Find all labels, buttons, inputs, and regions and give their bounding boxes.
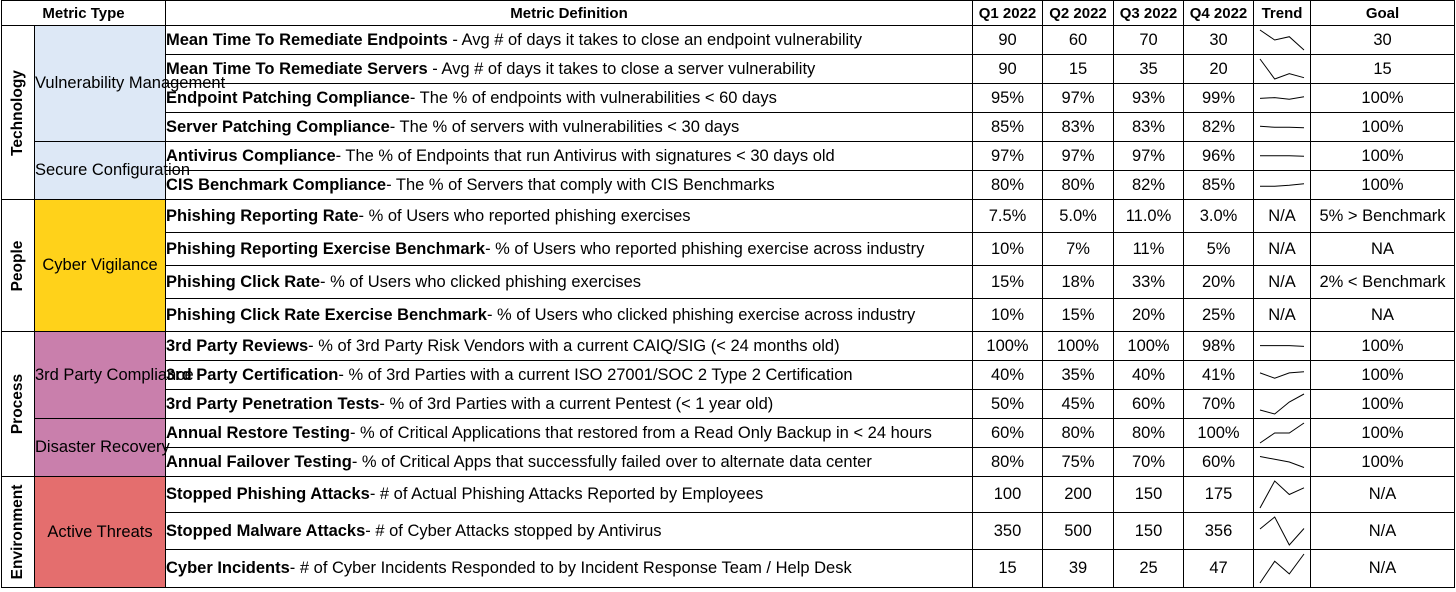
goal-value: 100%: [1311, 171, 1455, 200]
trend-sparkline: [1254, 477, 1311, 513]
q1-value: 60%: [973, 419, 1043, 448]
metric-name: Phishing Click Rate Exercise Benchmark: [166, 305, 487, 324]
metric-desc: - The % of servers with vulnerabilities < 30 days: [389, 117, 740, 136]
trend-svg: [1254, 361, 1310, 389]
q4-value: 20%: [1184, 266, 1254, 299]
trend-svg: [1254, 113, 1310, 141]
metric-desc: - % of Users who clicked phishing exercise across industry: [486, 305, 916, 324]
header-trend: Trend: [1254, 1, 1311, 26]
trend-na: N/A: [1254, 233, 1311, 266]
q4-value: 41%: [1184, 361, 1254, 390]
q3-value: 70: [1114, 26, 1184, 55]
category-environment: [2, 477, 35, 588]
header-metric-type: Metric Type: [2, 1, 166, 26]
q2-value: 60: [1043, 26, 1114, 55]
metric-name: Antivirus Compliance: [166, 146, 336, 165]
q4-value: 98%: [1184, 332, 1254, 361]
metric-name: Server Patching Compliance: [166, 117, 390, 136]
q3-value: 25: [1114, 550, 1184, 588]
metric-desc: - % of 3rd Party Risk Vendors with a current CAIQ/SIG (< 24 months old): [308, 336, 840, 355]
metric-definition: [166, 390, 973, 419]
trend-svg: [1254, 550, 1310, 587]
trend-line: [1260, 97, 1304, 100]
metric-desc: - Avg # of days it takes to close an endpoint vulnerability: [447, 30, 863, 49]
header-q4: Q4 2022: [1184, 1, 1254, 26]
header-goal: Goal: [1311, 1, 1455, 26]
q4-value: 356: [1184, 513, 1254, 550]
q3-value: 11.0%: [1114, 200, 1184, 233]
subcategory-third-party-compliance: 3rd Party Compliance: [35, 332, 166, 419]
metric-definition: [166, 419, 973, 448]
trend-sparkline: [1254, 550, 1311, 588]
trend-line: [1260, 372, 1304, 378]
q4-value: 70%: [1184, 390, 1254, 419]
metric-name: Annual Failover Testing: [166, 452, 352, 471]
table-row: [2, 550, 1455, 588]
trend-sparkline: [1254, 361, 1311, 390]
q4-value: 85%: [1184, 171, 1254, 200]
q1-value: 100%: [973, 332, 1043, 361]
goal-value: 100%: [1311, 142, 1455, 171]
q2-value: 100%: [1043, 332, 1114, 361]
goal-value: N/A: [1311, 550, 1455, 588]
trend-sparkline: [1254, 390, 1311, 419]
metric-desc: - % of 3rd Parties with a current ISO 27001/SOC 2 Type 2 Certification: [338, 365, 853, 384]
goal-value: 100%: [1311, 332, 1455, 361]
category-people: [2, 200, 35, 332]
q1-value: 10%: [973, 299, 1043, 332]
goal-value: 100%: [1311, 419, 1455, 448]
q1-value: 80%: [973, 448, 1043, 477]
header-q2: Q2 2022: [1043, 1, 1114, 26]
trend-svg: [1254, 84, 1310, 112]
goal-value: N/A: [1311, 513, 1455, 550]
trend-svg: [1254, 171, 1310, 199]
subcategory-secure-configuration: Secure Configuration: [35, 142, 166, 200]
metric-definition: [166, 171, 973, 200]
trend-svg: [1254, 477, 1310, 512]
q2-value: 39: [1043, 550, 1114, 588]
goal-value: 100%: [1311, 361, 1455, 390]
trend-line: [1260, 346, 1304, 347]
goal-value: 100%: [1311, 113, 1455, 142]
trend-sparkline: [1254, 55, 1311, 84]
goal-value: 100%: [1311, 84, 1455, 113]
q3-value: 150: [1114, 513, 1184, 550]
category-technology: [2, 26, 35, 200]
q3-value: 33%: [1114, 266, 1184, 299]
q4-value: 20: [1184, 55, 1254, 84]
q3-value: 83%: [1114, 113, 1184, 142]
metric-definition: [166, 361, 973, 390]
q4-value: 100%: [1184, 419, 1254, 448]
subcategory-cyber-vigilance: Cyber Vigilance: [35, 200, 166, 332]
metric-desc: - % of Critical Apps that successfully failed over to alternate data center: [351, 452, 872, 471]
trend-line: [1260, 517, 1304, 545]
table-row: [2, 361, 1455, 390]
metrics-table: [1, 0, 1455, 588]
q4-value: 99%: [1184, 84, 1254, 113]
q2-value: 80%: [1043, 419, 1114, 448]
q1-value: 90: [973, 55, 1043, 84]
table-row: [2, 113, 1455, 142]
trend-na: N/A: [1254, 266, 1311, 299]
metric-name: Endpoint Patching Compliance: [166, 88, 410, 107]
q2-value: 80%: [1043, 171, 1114, 200]
trend-sparkline: [1254, 142, 1311, 171]
q1-value: 15: [973, 550, 1043, 588]
subcategory-vulnerability: Vulnerability Management: [35, 26, 166, 142]
table-row: [2, 513, 1455, 550]
metric-desc: - % of Critical Applications that restored from a Read Only Backup in < 24 hours: [349, 423, 932, 442]
q2-value: 97%: [1043, 84, 1114, 113]
category-label: People: [9, 240, 26, 291]
table-row: [2, 84, 1455, 113]
q3-value: 80%: [1114, 419, 1184, 448]
goal-value: NA: [1311, 233, 1455, 266]
metric-definition: [166, 550, 973, 588]
q4-value: 5%: [1184, 233, 1254, 266]
trend-line: [1260, 184, 1304, 187]
table-row: [2, 477, 1455, 513]
trend-line: [1260, 126, 1304, 128]
metric-name: Mean Time To Remediate Endpoints: [166, 30, 448, 49]
goal-value: NA: [1311, 299, 1455, 332]
metric-desc: - The % of endpoints with vulnerabilities < 60 days: [409, 88, 777, 107]
q4-value: 82%: [1184, 113, 1254, 142]
trend-line: [1260, 554, 1304, 583]
q4-value: 30: [1184, 26, 1254, 55]
q2-value: 7%: [1043, 233, 1114, 266]
q2-value: 15: [1043, 55, 1114, 84]
metric-name: Phishing Reporting Exercise Benchmark: [166, 239, 486, 258]
q2-value: 97%: [1043, 142, 1114, 171]
trend-sparkline: [1254, 171, 1311, 200]
q1-value: 80%: [973, 171, 1043, 200]
table-row: [2, 26, 1455, 55]
metric-name: Phishing Reporting Rate: [166, 206, 359, 225]
q1-value: 10%: [973, 233, 1043, 266]
q3-value: 11%: [1114, 233, 1184, 266]
trend-svg: [1254, 26, 1310, 54]
category-label: Technology: [9, 69, 26, 156]
trend-line: [1260, 30, 1304, 50]
q3-value: 93%: [1114, 84, 1184, 113]
metric-definition: [166, 477, 973, 513]
metric-definition: [166, 113, 973, 142]
metric-desc: - The % of Endpoints that run Antivirus with signatures < 30 days old: [335, 146, 835, 165]
metric-name: Mean Time To Remediate Servers: [166, 59, 428, 78]
goal-value: 2% < Benchmark: [1311, 266, 1455, 299]
trend-sparkline: [1254, 26, 1311, 55]
trend-sparkline: [1254, 448, 1311, 477]
q1-value: 40%: [973, 361, 1043, 390]
trend-svg: [1254, 390, 1310, 418]
q4-value: 3.0%: [1184, 200, 1254, 233]
q3-value: 82%: [1114, 171, 1184, 200]
q1-value: 90: [973, 26, 1043, 55]
q2-value: 5.0%: [1043, 200, 1114, 233]
table-row: [2, 142, 1455, 171]
metric-definition: [166, 299, 973, 332]
q3-value: 70%: [1114, 448, 1184, 477]
trend-line: [1260, 481, 1304, 508]
table-row: [2, 171, 1455, 200]
subcategory-disaster-recovery: Disaster Recovery: [35, 419, 166, 477]
metric-definition: [166, 26, 973, 55]
table-row: [2, 299, 1455, 332]
category-process: [2, 332, 35, 477]
metric-desc: - # of Actual Phishing Attacks Reported by Employees: [369, 485, 764, 503]
metric-definition: [166, 142, 973, 171]
metric-definition: [166, 84, 973, 113]
q2-value: 45%: [1043, 390, 1114, 419]
trend-line: [1260, 423, 1304, 443]
metric-name: Phishing Click Rate: [166, 272, 321, 291]
q2-value: 83%: [1043, 113, 1114, 142]
goal-value: N/A: [1311, 477, 1455, 513]
trend-sparkline: [1254, 419, 1311, 448]
metric-name: 3rd Party Certification: [166, 365, 339, 384]
q3-value: 60%: [1114, 390, 1184, 419]
table-row: [2, 448, 1455, 477]
q2-value: 200: [1043, 477, 1114, 513]
metric-definition: [166, 513, 973, 550]
q1-value: 100: [973, 477, 1043, 513]
goal-value: 30: [1311, 26, 1455, 55]
goal-value: 5% > Benchmark: [1311, 200, 1455, 233]
table-row: [2, 390, 1455, 419]
metric-definition: [166, 332, 973, 361]
q2-value: 500: [1043, 513, 1114, 550]
metric-desc: - % of Users who clicked phishing exercises: [320, 272, 642, 291]
q4-value: 60%: [1184, 448, 1254, 477]
metric-name: Stopped Malware Attacks: [166, 521, 366, 540]
trend-line: [1260, 394, 1304, 414]
metric-definition: [166, 448, 973, 477]
metric-name: Annual Restore Testing: [166, 423, 350, 442]
metric-desc: - % of 3rd Parties with a current Pentest (< 1 year old): [379, 394, 774, 413]
header-q3: Q3 2022: [1114, 1, 1184, 26]
q4-value: 96%: [1184, 142, 1254, 171]
metric-name: 3rd Party Reviews: [166, 336, 309, 355]
q3-value: 97%: [1114, 142, 1184, 171]
table-row: [2, 233, 1455, 266]
metric-desc: - Avg # of days it takes to close a server vulnerability: [427, 59, 816, 78]
q1-value: 350: [973, 513, 1043, 550]
metric-desc: - # of Cyber Incidents Responded to by Incident Response Team / Help Desk: [289, 559, 852, 577]
q3-value: 150: [1114, 477, 1184, 513]
q1-value: 15%: [973, 266, 1043, 299]
goal-value: 100%: [1311, 448, 1455, 477]
table-row: [2, 332, 1455, 361]
trend-svg: [1254, 513, 1310, 549]
metric-name: CIS Benchmark Compliance: [166, 175, 387, 194]
metric-name: 3rd Party Penetration Tests: [166, 394, 380, 413]
subcategory-active-threats: Active Threats: [35, 477, 166, 588]
goal-value: 100%: [1311, 390, 1455, 419]
trend-line: [1260, 457, 1304, 468]
trend-sparkline: [1254, 113, 1311, 142]
metric-desc: - The % of Servers that comply with CIS Benchmarks: [386, 175, 775, 194]
trend-na: N/A: [1254, 299, 1311, 332]
q3-value: 20%: [1114, 299, 1184, 332]
trend-svg: [1254, 142, 1310, 170]
q4-value: 175: [1184, 477, 1254, 513]
q1-value: 7.5%: [973, 200, 1043, 233]
trend-sparkline: [1254, 513, 1311, 550]
category-label: Process: [9, 373, 26, 435]
q1-value: 50%: [973, 390, 1043, 419]
metric-desc: - % of Users who reported phishing exercise across industry: [485, 239, 925, 258]
metric-desc: - # of Cyber Attacks stopped by Antivirus: [365, 521, 662, 540]
trend-sparkline: [1254, 84, 1311, 113]
metric-definition: [166, 200, 973, 233]
metric-definition: [166, 266, 973, 299]
table-row: [2, 419, 1455, 448]
q2-value: 75%: [1043, 448, 1114, 477]
q4-value: 47: [1184, 550, 1254, 588]
q3-value: 40%: [1114, 361, 1184, 390]
trend-svg: [1254, 332, 1310, 360]
metric-desc: - % of Users who reported phishing exercises: [358, 206, 691, 225]
trend-line: [1260, 59, 1304, 79]
q1-value: 97%: [973, 142, 1043, 171]
trend-svg: [1254, 55, 1310, 83]
q2-value: 15%: [1043, 299, 1114, 332]
metric-name: Cyber Incidents: [166, 559, 290, 577]
q1-value: 95%: [973, 84, 1043, 113]
q2-value: 35%: [1043, 361, 1114, 390]
metric-definition: [166, 55, 973, 84]
trend-svg: [1254, 419, 1310, 447]
table-row: [2, 200, 1455, 233]
metric-definition: [166, 233, 973, 266]
table-row: [2, 266, 1455, 299]
category-label: Environment: [9, 484, 26, 580]
goal-value: 15: [1311, 55, 1455, 84]
header-metric-definition: Metric Definition: [166, 1, 973, 26]
trend-na: N/A: [1254, 200, 1311, 233]
metric-name: Stopped Phishing Attacks: [166, 485, 370, 503]
q3-value: 100%: [1114, 332, 1184, 361]
q4-value: 25%: [1184, 299, 1254, 332]
trend-svg: [1254, 448, 1310, 476]
q2-value: 18%: [1043, 266, 1114, 299]
header-q1: Q1 2022: [973, 1, 1043, 26]
q3-value: 35: [1114, 55, 1184, 84]
trend-sparkline: [1254, 332, 1311, 361]
q1-value: 85%: [973, 113, 1043, 142]
header-row: [2, 1, 1455, 26]
